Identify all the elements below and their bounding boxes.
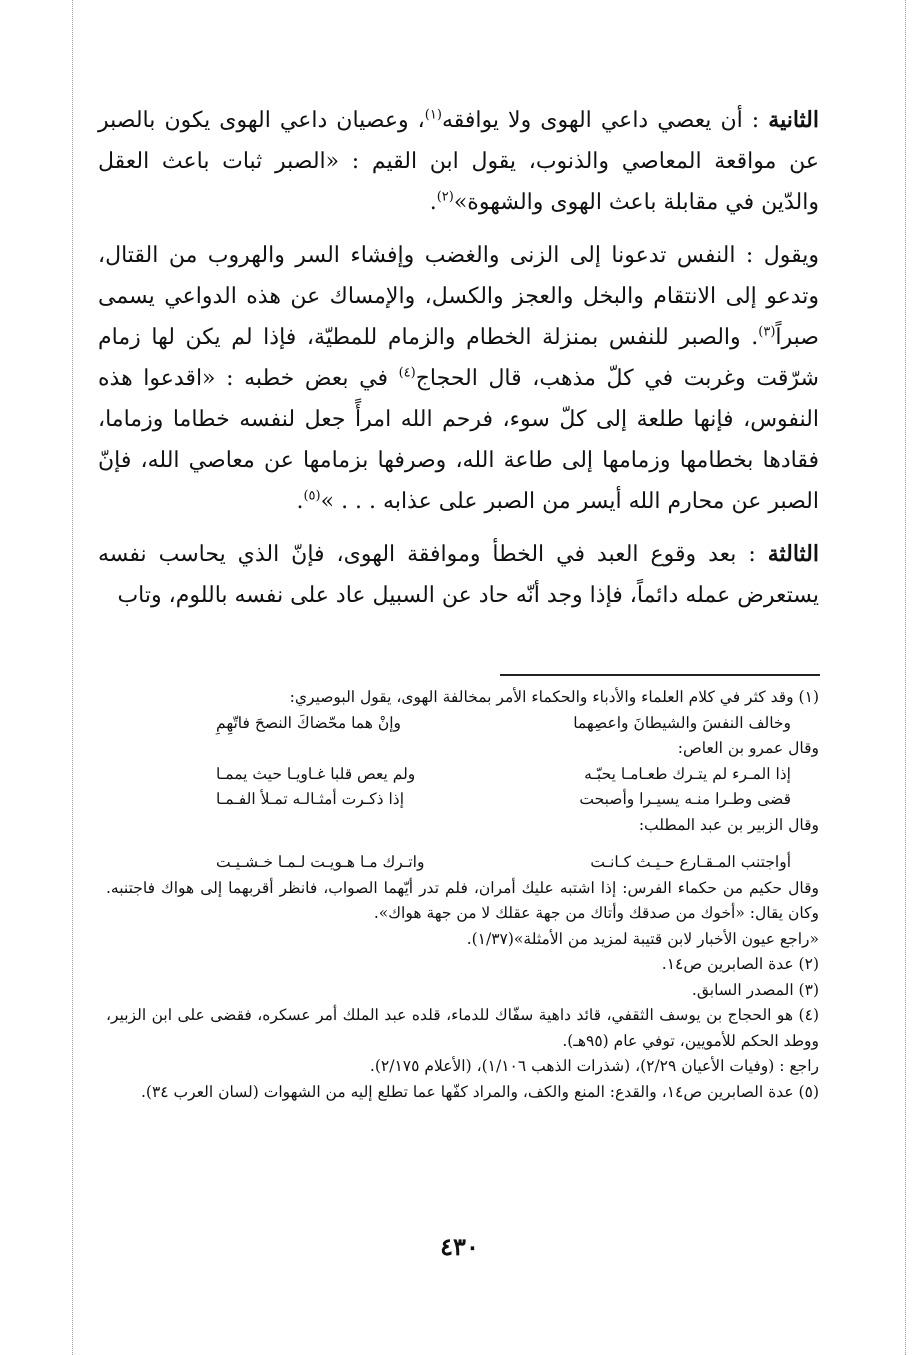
p1-text-b: ، وعصيان داعي الهوى يكون بالصبر عن مواقعة المعاصي والذنوب، يقول ابن القيم : «الصبر ثبات باعث العقل والدّين في مقابلة باعث الهوى والشهوة» [98, 108, 819, 215]
verse-hemistich: إذا ذكـرت أمثـالـه تمـلأ الفـمـا [216, 790, 405, 808]
footnote-hakim: وقال حكيم من حكماء الفرس: إذا اشتبه عليك أمران، فلم تدر أيّهما الصواب، فانظر أقربهما إلى هواك فاجتنبه. وكان يقال: «أخوك من صدقك وأتاك من جهة عقلك لا من جهة هواك». [106, 878, 819, 922]
footnote-zubair: وقال الزبير بن عبد المطلب: [638, 815, 819, 834]
p2-text-d: . [296, 489, 304, 514]
verse-hemistich: ولم يعص قلبا غـاويـا حيث يممـا [216, 764, 416, 783]
verse-zubair [106, 850, 819, 876]
verse-hemistich: واتـرك مـا هـويـت لـمـا خـشـيـت [216, 853, 425, 871]
footnote-4: (٤) هو الحجاج بن يوسف الثقفي، قائد داهية سفّاك للدماء، قلده عبد الملك أمر عسكره، فقضى على ابن الزبير، ووطد الحكم للأمويين، توفي عام (٩٥هـ). [106, 1006, 819, 1050]
footnote-amr: وقال عمرو بن العاص: [677, 739, 819, 757]
footnote-1-ref: «راجع عيون الأخبار لابن قتيبة لمزيد من الأمثلة»(١/٣٧). [466, 929, 819, 948]
footnote-ref-1[interactable]: (١) [424, 107, 442, 123]
verse-hemistich: أواجتنب المـقـارع حـيـث كـانـت [590, 853, 791, 871]
scan-border-right [905, 0, 906, 1355]
verse-hemistich: قضى وطـرا منـه يسيـرا وأصبحت [579, 790, 791, 808]
p2-text-a: ويقول : النفس تدعونا إلى الزنى والغضب وإفشاء السر والهروب من القتال، وتدعو إلى الانتقام والبخل والعجز والكسل، والإمساك عن هذه الدواعي يسمى صبراً [98, 243, 819, 350]
paragraph-soul [98, 235, 819, 522]
verse-hemistich: وإنْ هما محّضاكَ النصحَ فاتّهِمِ [216, 713, 402, 732]
paragraph-second [98, 100, 819, 223]
footnote-5: (٥) عدة الصابرين ص١٤، والقدع: المنع والكف، والمراد كفّها عما تطلع إليه من الشهوات (لسان العرب ٣٤). [140, 1082, 819, 1101]
footnote-2: (٢) عدة الصابرين ص١٤. [661, 955, 819, 973]
scan-border-left [72, 0, 73, 1355]
p2-text-b: . والصبر للنفس بمنزلة الخطام والزمام للمطيّة، فإذا لم يكن لها زمام شرّقت وغربت في كلّ مذهب، قال الحجاج [98, 325, 819, 391]
footnote-ref-2[interactable]: (٢) [436, 189, 454, 205]
main-text [98, 100, 819, 628]
footnotes [106, 685, 819, 1105]
heading-second: الثانية [768, 107, 819, 133]
footnote-ref-5[interactable]: (٥) [303, 488, 321, 504]
heading-third: الثالثة [767, 541, 819, 567]
page-number: ٤٣٠ [440, 1232, 479, 1261]
verse-hemistich: إذا المـرء لم يتـرك طعـامـا يحبّـه [584, 764, 791, 783]
verse-busiri [106, 711, 819, 737]
spacer [106, 838, 819, 850]
p1-text-c: . [429, 190, 437, 215]
footnote-3: (٣) المصدر السابق. [691, 980, 819, 999]
p2-text-c: في بعض خطبه : «اقدعوا هذه النفوس، فإنها طلعة إلى كلّ سوء، فرحم الله امرأً جعل لنفسه خطاما وزماما، فقادها بخطامها وزمامها إلى طاعة الله، وصرفها بزمامها عن معاصي الله، فإنّ الصبر عن محارم الله أيسر من الصبر على عذابه . . . » [98, 366, 819, 514]
verse-hemistich: وخالف النفسَ والشيطانَ واعصِهما [573, 713, 791, 732]
footnote-4-ref: راجع : (وفيات الأعيان ٢/٢٩)، (شذرات الذهب ١/١٠٦)، (الأعلام ٢/١٧٥). [369, 1057, 819, 1075]
footnote-ref-4[interactable]: (٤) [398, 365, 416, 381]
p3-text: : بعد وقوع العبد في الخطأ وموافقة الهوى، فإنّ الذي يحاسب نفسه يستعرض عمله دائماً، فإذا وجد أنّه حاد عن السبيل عاد على نفسه باللوم، وتاب [98, 542, 819, 608]
footnote-ref-3[interactable]: (٣) [758, 324, 776, 340]
verse-amr-1 [106, 762, 819, 788]
p1-text-a: : أن يعصي داعي الهوى ولا يوافقه [441, 108, 769, 133]
footnote-1-intro: (١) وقد كثر في كلام العلماء والأدباء والحكماء الأمر بمخالفة الهوى، يقول البوصيري: [289, 688, 819, 706]
verse-amr-2 [106, 787, 819, 813]
paragraph-third [98, 534, 819, 616]
footnote-separator [500, 674, 820, 676]
